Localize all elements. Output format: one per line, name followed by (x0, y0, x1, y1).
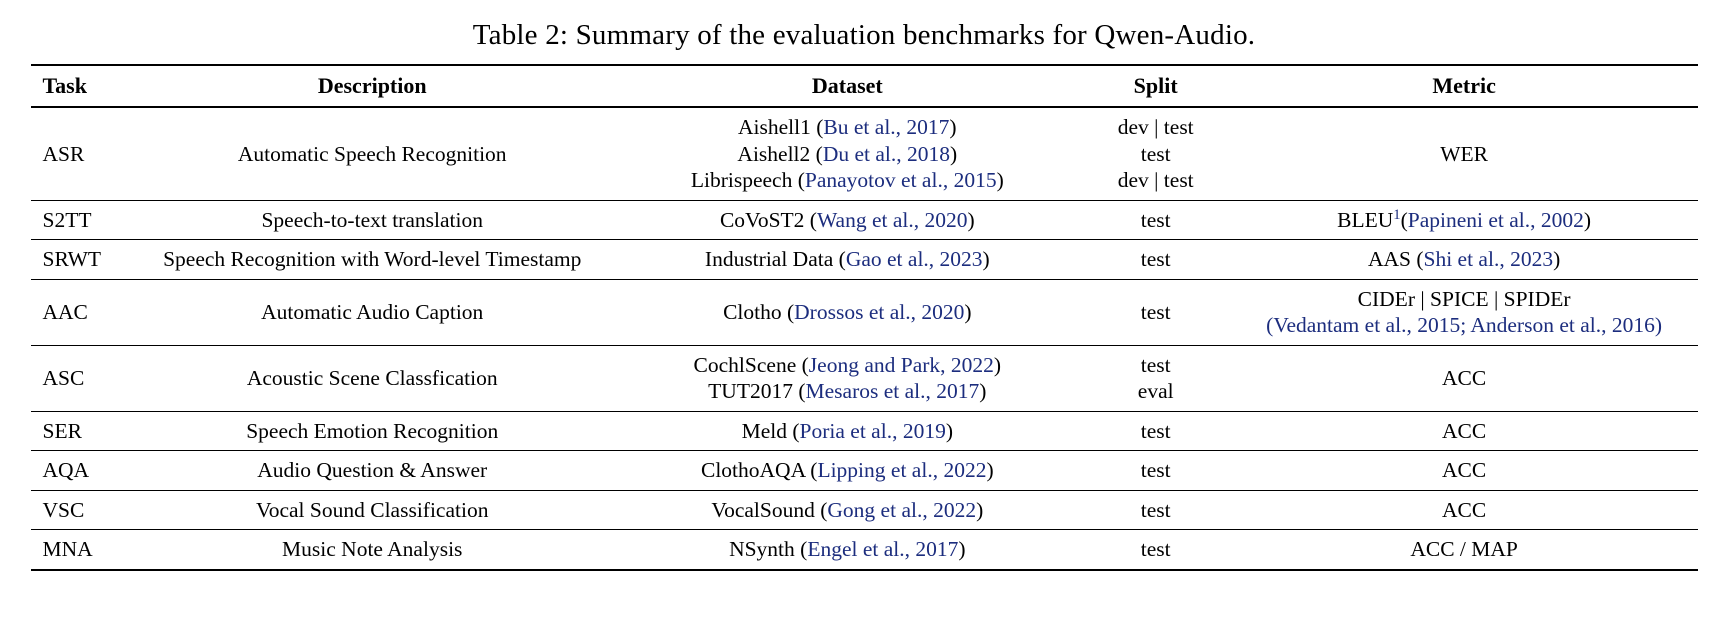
citation-link[interactable]: Bu et al., 2017 (823, 115, 950, 139)
split-line: test (1140, 418, 1171, 443)
split-line: test (1140, 207, 1171, 232)
footnote-ref[interactable]: 1 (1393, 206, 1401, 223)
dataset-name: NSynth ( (729, 537, 808, 561)
dataset-name: Aishell2 ( (737, 141, 823, 166)
task-cell: S2TT (42, 207, 92, 232)
citation-link[interactable]: Poria et al., 2019 (799, 418, 946, 443)
dataset-line (620, 141, 1075, 168)
split-line: test (1140, 247, 1171, 271)
citation-link[interactable]: Drossos et al., 2020 (794, 299, 965, 324)
dataset-cell (614, 345, 1081, 411)
split-cell (1081, 200, 1231, 240)
split-line: test (1140, 141, 1171, 166)
metric-cell (1231, 345, 1698, 411)
task-cell: VSC (42, 497, 85, 522)
close-paren: ) (986, 458, 994, 482)
dataset-cell (614, 107, 1081, 200)
table-row (31, 451, 1698, 491)
metric-cell (1231, 490, 1698, 530)
split-cell (1081, 107, 1231, 200)
metric-cell (1231, 279, 1698, 345)
dataset-name: CoVoST2 ( (719, 207, 817, 232)
citation-link[interactable]: Lipping et al., 2022 (817, 458, 987, 482)
dataset-name: Aishell1 ( (738, 115, 824, 139)
close-paren: ) (964, 299, 972, 324)
split-cell (1081, 240, 1231, 280)
metric-line (1237, 365, 1692, 392)
description-cell: Automatic Speech Recognition (237, 141, 507, 166)
benchmarks-table (31, 64, 1698, 571)
dataset-name: Clotho ( (723, 299, 795, 324)
dataset-cell (614, 451, 1081, 491)
column-header-description: Description (317, 73, 427, 98)
close-paren: ) (950, 141, 958, 166)
description-cell: Speech Emotion Recognition (246, 418, 499, 443)
metric-text: CIDEr | SPICE | SPIDEr (1357, 286, 1571, 311)
description-cell: Speech-to-text translation (261, 207, 483, 232)
metric-line (1237, 418, 1692, 445)
dataset-cell (614, 530, 1081, 570)
citation-link[interactable]: Wang et al., 2020 (816, 207, 968, 232)
description-cell: Audio Question & Answer (257, 458, 488, 482)
metric-cell (1231, 107, 1698, 200)
table-row (31, 490, 1698, 530)
dataset-name: Meld ( (741, 418, 800, 443)
table-body (31, 107, 1698, 570)
task-cell: AQA (42, 458, 90, 482)
description-cell: Speech Recognition with Word-level Timestamp (163, 247, 582, 271)
citation-link[interactable]: Engel et al., 2017 (807, 537, 959, 561)
metric-line (1237, 246, 1692, 273)
metric-line (1237, 497, 1692, 524)
dataset-name: ClothoAQA ( (700, 458, 818, 482)
split-line: dev | test (1117, 168, 1194, 192)
task-cell: AAC (42, 299, 88, 324)
split-cell (1081, 345, 1231, 411)
citation-link[interactable]: Du et al., 2018 (822, 141, 951, 166)
paper-page (0, 18, 1728, 571)
metric-text: ) (1583, 207, 1592, 232)
table-row (31, 200, 1698, 240)
split-cell (1081, 279, 1231, 345)
dataset-name: TUT2017 ( (708, 379, 806, 403)
dataset-name: Industrial Data ( (704, 247, 846, 271)
citation-link[interactable]: Mesaros et al., 2017 (805, 379, 980, 403)
close-paren: ) (979, 379, 987, 403)
description-cell: Automatic Audio Caption (261, 299, 484, 324)
metric-cell (1231, 451, 1698, 491)
dataset-cell (614, 490, 1081, 530)
citation-link[interactable]: Panayotov et al., 2015 (804, 168, 997, 192)
close-paren: ) (945, 418, 953, 443)
metric-text: ) (1553, 247, 1561, 271)
split-cell (1081, 490, 1231, 530)
split-line: test (1140, 352, 1171, 377)
split-line: test (1140, 458, 1171, 482)
metric-text: AAS ( (1367, 247, 1424, 271)
split-cell (1081, 451, 1231, 491)
metric-cell (1231, 530, 1698, 570)
close-paren: ) (982, 247, 990, 271)
metric-line (1237, 536, 1692, 563)
dataset-cell (614, 411, 1081, 451)
metric-text: ACC (1441, 365, 1487, 390)
citation-link[interactable]: (Vedantam et al., 2015; Anderson et al., 2016) (1266, 313, 1663, 337)
table-row (31, 530, 1698, 570)
split-cell (1081, 411, 1231, 451)
metric-text: ACC (1441, 497, 1487, 522)
metric-text: ACC (1441, 458, 1487, 482)
citation-link[interactable]: Jeong and Park, 2022 (808, 352, 994, 377)
column-header-metric: Metric (1432, 73, 1496, 98)
table-row (31, 411, 1698, 451)
metric-line (1237, 286, 1692, 313)
citation-link[interactable]: Gao et al., 2023 (845, 247, 983, 271)
metric-line (1237, 312, 1692, 339)
close-paren: ) (993, 352, 1002, 377)
table-header (31, 65, 1698, 107)
dataset-line (620, 246, 1075, 273)
split-line: test (1140, 497, 1171, 522)
close-paren: ) (949, 115, 957, 139)
split-line: test (1140, 537, 1171, 561)
split-line: eval (1137, 379, 1174, 403)
dataset-line (620, 536, 1075, 563)
dataset-line (620, 167, 1075, 194)
header-row (31, 65, 1698, 107)
metric-text: ACC / MAP (1410, 537, 1518, 561)
dataset-line (620, 299, 1075, 326)
dataset-line (620, 497, 1075, 524)
column-header-split: Split (1133, 73, 1178, 98)
dataset-name: Librispeech ( (690, 168, 805, 192)
metric-text: WER (1440, 141, 1488, 166)
table-row (31, 107, 1698, 200)
dataset-line (620, 418, 1075, 445)
split-line: dev | test (1117, 115, 1194, 139)
dataset-cell (614, 279, 1081, 345)
metric-cell (1231, 411, 1698, 451)
close-paren: ) (996, 168, 1004, 192)
column-header-dataset: Dataset (811, 73, 883, 98)
citation-link[interactable]: Gong et al., 2022 (827, 497, 977, 522)
dataset-line (620, 352, 1075, 379)
close-paren: ) (976, 497, 984, 522)
metric-line (1237, 457, 1692, 484)
dataset-line (620, 457, 1075, 484)
close-paren: ) (958, 537, 966, 561)
task-cell: ASC (42, 365, 85, 390)
citation-link[interactable]: Papineni et al., 2002 (1407, 207, 1584, 232)
table-row (31, 279, 1698, 345)
dataset-line (620, 207, 1075, 234)
split-line: test (1140, 299, 1171, 324)
description-cell: Music Note Analysis (282, 537, 463, 561)
metric-cell (1231, 240, 1698, 280)
dataset-line (620, 114, 1075, 141)
dataset-line (620, 378, 1075, 405)
table-row (31, 345, 1698, 411)
task-cell: ASR (42, 141, 85, 166)
column-header-task: Task (42, 73, 87, 98)
metric-text: ( (1400, 207, 1408, 232)
citation-link[interactable]: Shi et al., 2023 (1423, 247, 1554, 271)
table-row (31, 240, 1698, 280)
table-caption: Table 2: Summary of the evaluation benchmarks for Qwen-Audio. (472, 19, 1256, 51)
dataset-cell (614, 240, 1081, 280)
metric-text: ACC (1441, 418, 1487, 443)
metric-text: BLEU (1337, 207, 1394, 232)
task-cell: SER (42, 418, 82, 443)
task-cell: MNA (42, 537, 93, 561)
split-cell (1081, 530, 1231, 570)
task-cell: SRWT (42, 247, 102, 271)
metric-line (1237, 141, 1692, 168)
dataset-name: CochlScene ( (693, 352, 809, 377)
description-cell: Acoustic Scene Classfication (246, 365, 498, 390)
close-paren: ) (967, 207, 975, 232)
metric-line (1237, 207, 1692, 234)
metric-cell (1231, 200, 1698, 240)
dataset-cell (614, 200, 1081, 240)
description-cell: Vocal Sound Classification (255, 497, 489, 522)
dataset-name: VocalSound ( (711, 497, 828, 522)
